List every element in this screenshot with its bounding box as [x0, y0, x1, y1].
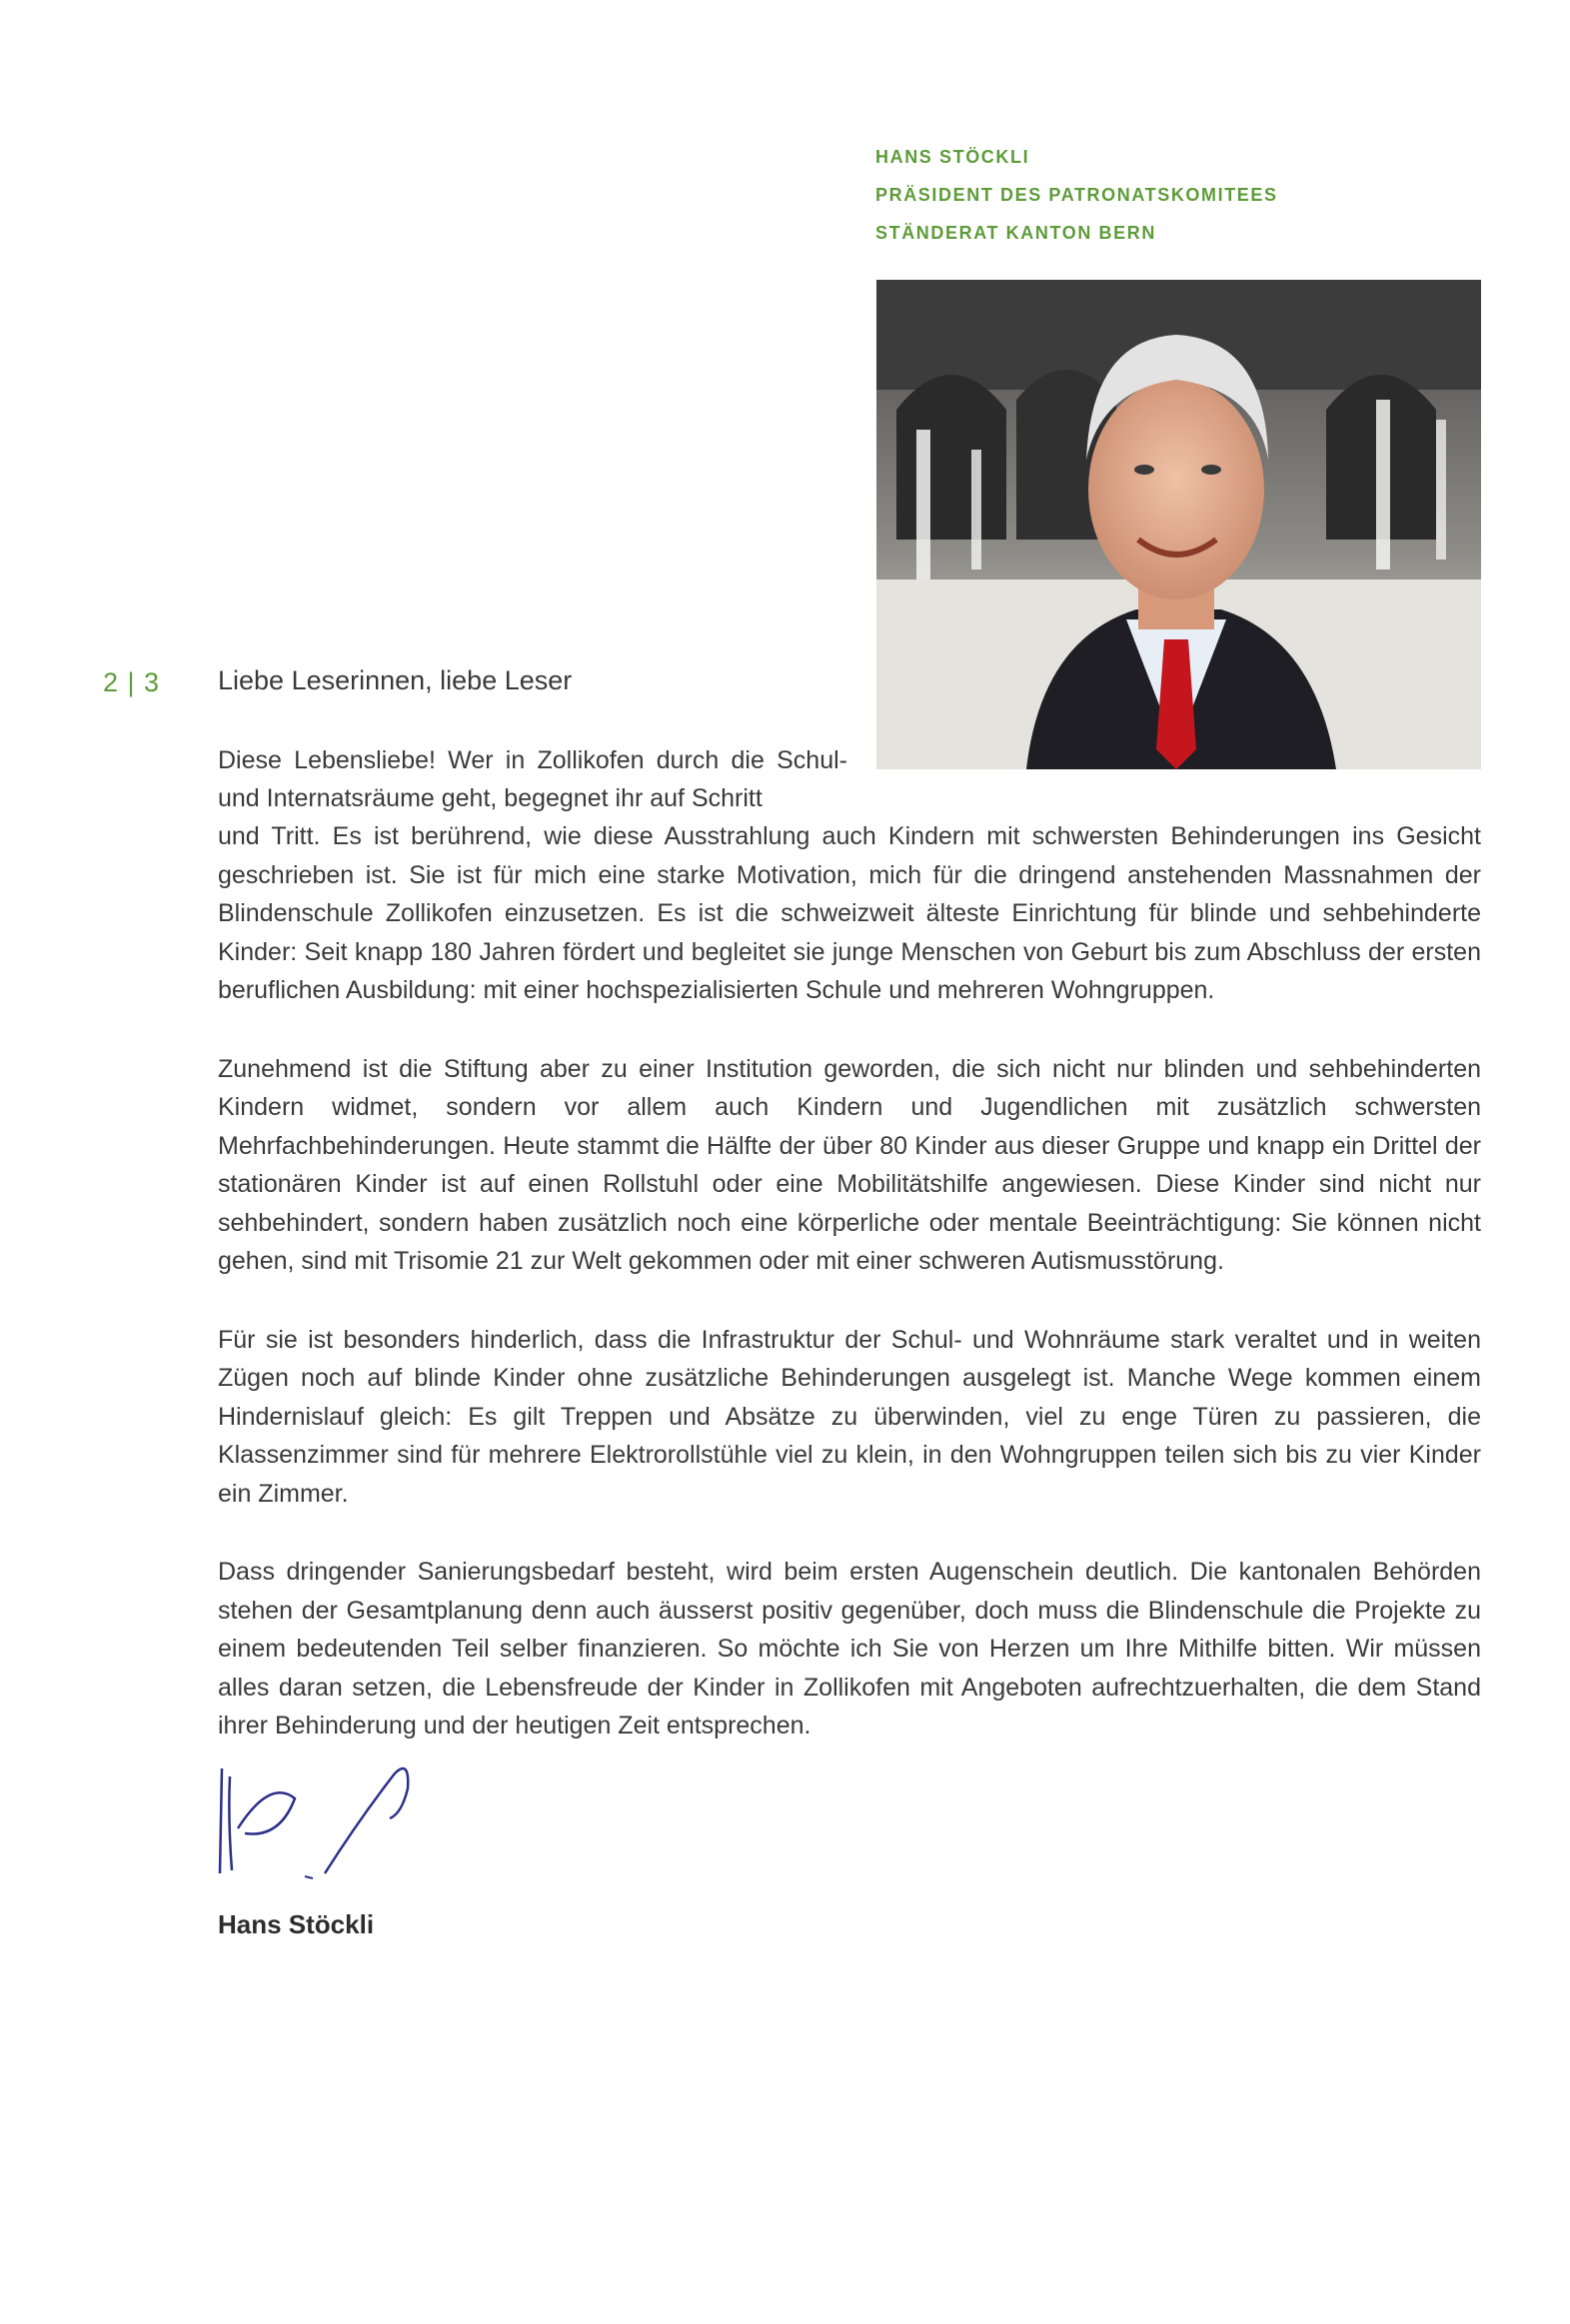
paragraph-3: Für sie ist besonders hinderlich, dass die Infrastruktur der Schul- und Wohnräume stark veraltet und in weiten Zügen noch auf blinde Kinder ohne zusätzliche Behinderungen ausgelegt ist. Manche Wege kommen einem Hindernislauf gleich: Es gilt Treppen und Absätze zu überwinden, viel zu enge Türen zu passieren, die Klassenzimmer sind für mehrere Elektrorollstühle viel zu klein, in den Wohngruppen teilen sich bis zu vier Kinder ein Zimmer. [218, 1325, 1481, 1508]
signer-name: Hans Stöckli [218, 1909, 375, 1939]
portrait-photo [876, 280, 1481, 769]
author-name: HANS STÖCKLI [875, 147, 1030, 167]
handwritten-signature [210, 1758, 440, 1908]
paragraph-4: Dass dringender Sanierungsbedarf besteht, wird beim ersten Augenschein deutlich. Die kantonalen Behörden stehen der Gesamtplanung denn auch äusserst positiv gegenüber, doch muss die Blindenschule die Projekte zu einem bedeutenden Teil selber finanzieren. So möchte ich Sie von Herzen um Ihre Mithilfe bitten. Wir müssen alles daran setzen, die Lebensfreude der Kinder in Zollikofen mit Angeboten aufrechtzuerhalten, die dem Stand ihrer Behinderung und der heutigen Zeit entsprechen. [218, 1558, 1481, 1740]
letter-body [218, 817, 1481, 1785]
author-header [875, 138, 1278, 252]
author-role: PRÄSIDENT DES PATRONATSKOMITEES [875, 185, 1278, 205]
author-office: STÄNDERAT KANTON BERN [875, 223, 1156, 243]
paragraph-1: und Tritt. Es ist berührend, wie diese Ausstrahlung auch Kindern mit schwersten Behinderungen ins Gesicht geschrieben ist. Sie ist für mich eine starke Motivation, mich für die dringend anstehenden Massnahmen der Blindenschule Zollikofen einzusetzen. Es ist die schweizweit älteste Einrichtung für blinde und sehbehinderte Kinder: Seit knapp 180 Jahren fördert und begleitet sie junge Menschen von Geburt bis zum Abschluss der ersten beruflichen Ausbildung: mit einer hochspezialisierten Schule und mehreren Wohngruppen. [218, 822, 1481, 1004]
paragraph-2: Zunehmend ist die Stiftung aber zu einer Institution geworden, die sich nicht nur blinden und sehbehinderten Kindern widmet, sondern vor allem auch Kindern und Jugendlichen mit zusätzlich schwersten Mehrfachbehinderungen. Heute stammt die Hälfte der über 80 Kinder aus dieser Gruppe und knapp ein Drittel der stationären Kinder ist auf einen Rollstuhl oder eine Mobilitätshilfe angewiesen. Diese Kinder sind nicht nur sehbehindert, sondern haben zusätzlich noch eine körperliche oder mentale Beeinträchtigung: Sie können nicht gehen, sind mit Trisomie 21 zur Welt gekommen oder mit einer schweren Autismusstörung. [218, 1054, 1481, 1275]
paragraph-1-intro: Diese Lebensliebe! Wer in Zollikofen durch die Schul- und Internatsräume geht, begegnet ihr auf Schritt [218, 746, 847, 812]
page-number: 2 | 3 [103, 667, 161, 697]
greeting: Liebe Leserinnen, liebe Leser [218, 665, 573, 695]
